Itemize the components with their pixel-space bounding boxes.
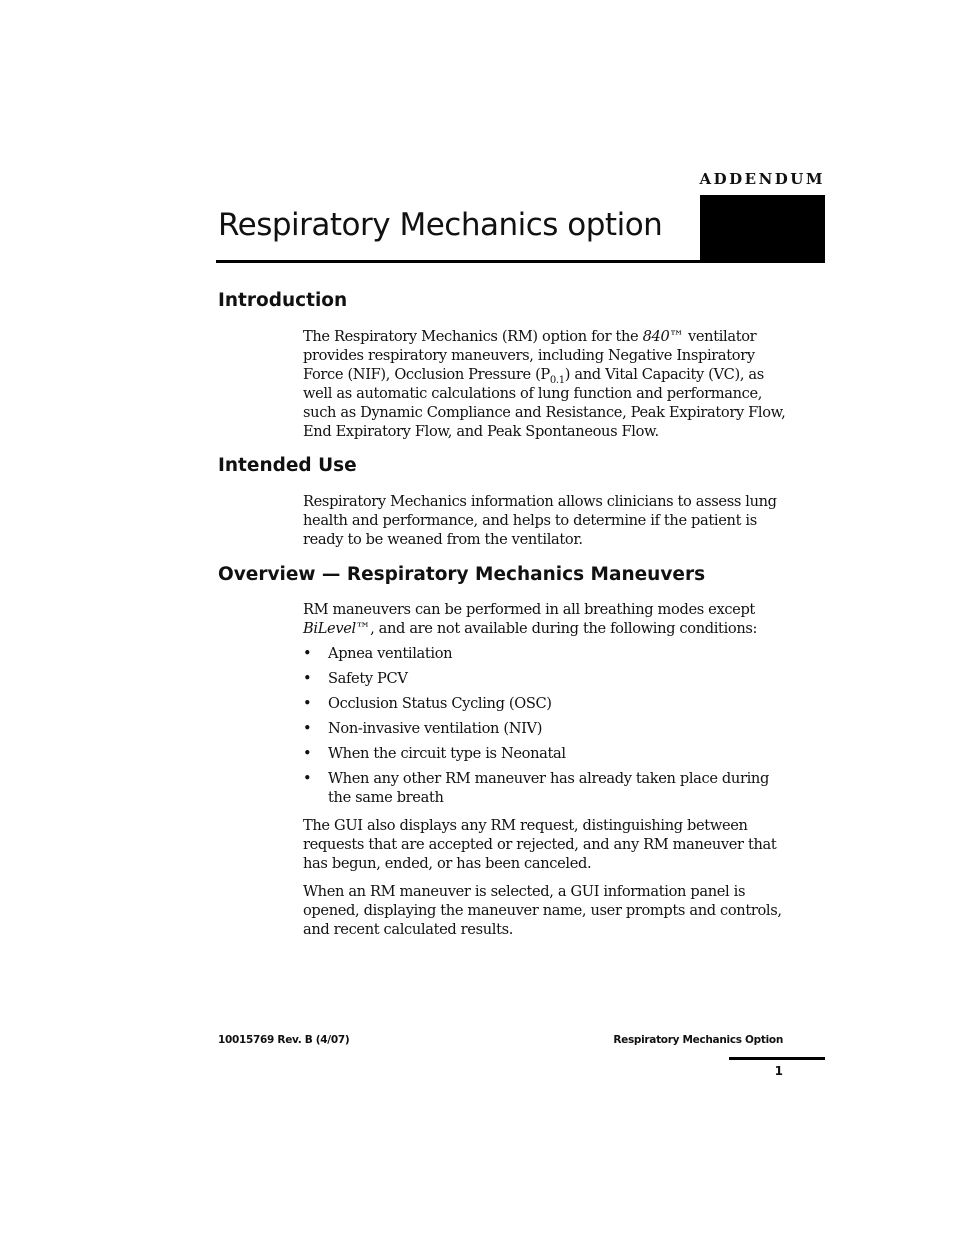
list-item: • When the circuit type is Neonatal [303,745,566,762]
bullet-icon: • [303,770,312,787]
title-rule [216,260,701,263]
intended-use-heading: Intended Use [218,455,357,476]
list-item: • Apnea ventilation [303,645,453,662]
overview-intro: RM maneuvers can be performed in all breathing modes except BiLevel™, and are not available during the following conditions: [303,601,758,637]
page-title: Respiratory Mechanics option [218,207,663,243]
header-black-block [700,195,825,263]
conditions-list [303,644,793,807]
overview-body [303,600,793,939]
list-item: • Non-invasive ventilation (NIV) [303,720,543,737]
intended-use-body [303,492,793,549]
overview-paragraph-2: The GUI also displays any RM request, distinguishing between requests that are accepted or rejected, and any RM maneuver that has begun, ended, or has been canceled. [303,817,777,872]
footer-rule [729,1057,825,1060]
introduction-body [303,327,793,441]
page-number: 1 [774,1064,783,1078]
overview-paragraph-3: When an RM maneuver is selected, a GUI information panel is opened, displaying the maneuver name, user prompts and controls, and recent calculated results. [303,883,782,938]
intended-use-paragraph: Respiratory Mechanics information allows clinicians to assess lung health and performance, and helps to determine if the patient is ready to be weaned from the ventilator. [303,493,777,548]
list-item: • When any other RM maneuver has already taken place during the same breath [303,770,769,806]
bullet-icon: • [303,645,312,662]
bullet-icon: • [303,745,312,762]
list-item: • Occlusion Status Cycling (OSC) [303,695,552,712]
product-name: 840™ [642,328,684,345]
footer-doc-number: 10015769 Rev. B (4/07) [218,1034,350,1046]
occlusion-subscript: 0.1 [549,374,565,386]
overview-heading: Overview — Respiratory Mechanics Maneuvers [218,564,706,585]
introduction-heading: Introduction [218,290,348,311]
bullet-icon: • [303,695,312,712]
bullet-icon: • [303,670,312,687]
introduction-paragraph: The Respiratory Mechanics (RM) option for the 840™ ventilator provides respiratory maneuvers, including Negative Inspiratory Force (NIF), Occlusion Pressure $(P_{0.1})$ and Vital Capacity (VC), as well as automatic calculations of lung function and performance, such as Dynamic Compliance and Resistance, Peak Expiratory Flow, End Expiratory Flow, and Peak Spontaneous Flow. [303,328,786,440]
footer-section-title: Respiratory Mechanics Option [613,1034,783,1046]
addendum-label: ADDENDUM [699,170,825,188]
bilevel-mode: BiLevel™ [303,620,371,637]
list-item: • Safety PCV [303,670,408,687]
bullet-icon: • [303,720,312,737]
